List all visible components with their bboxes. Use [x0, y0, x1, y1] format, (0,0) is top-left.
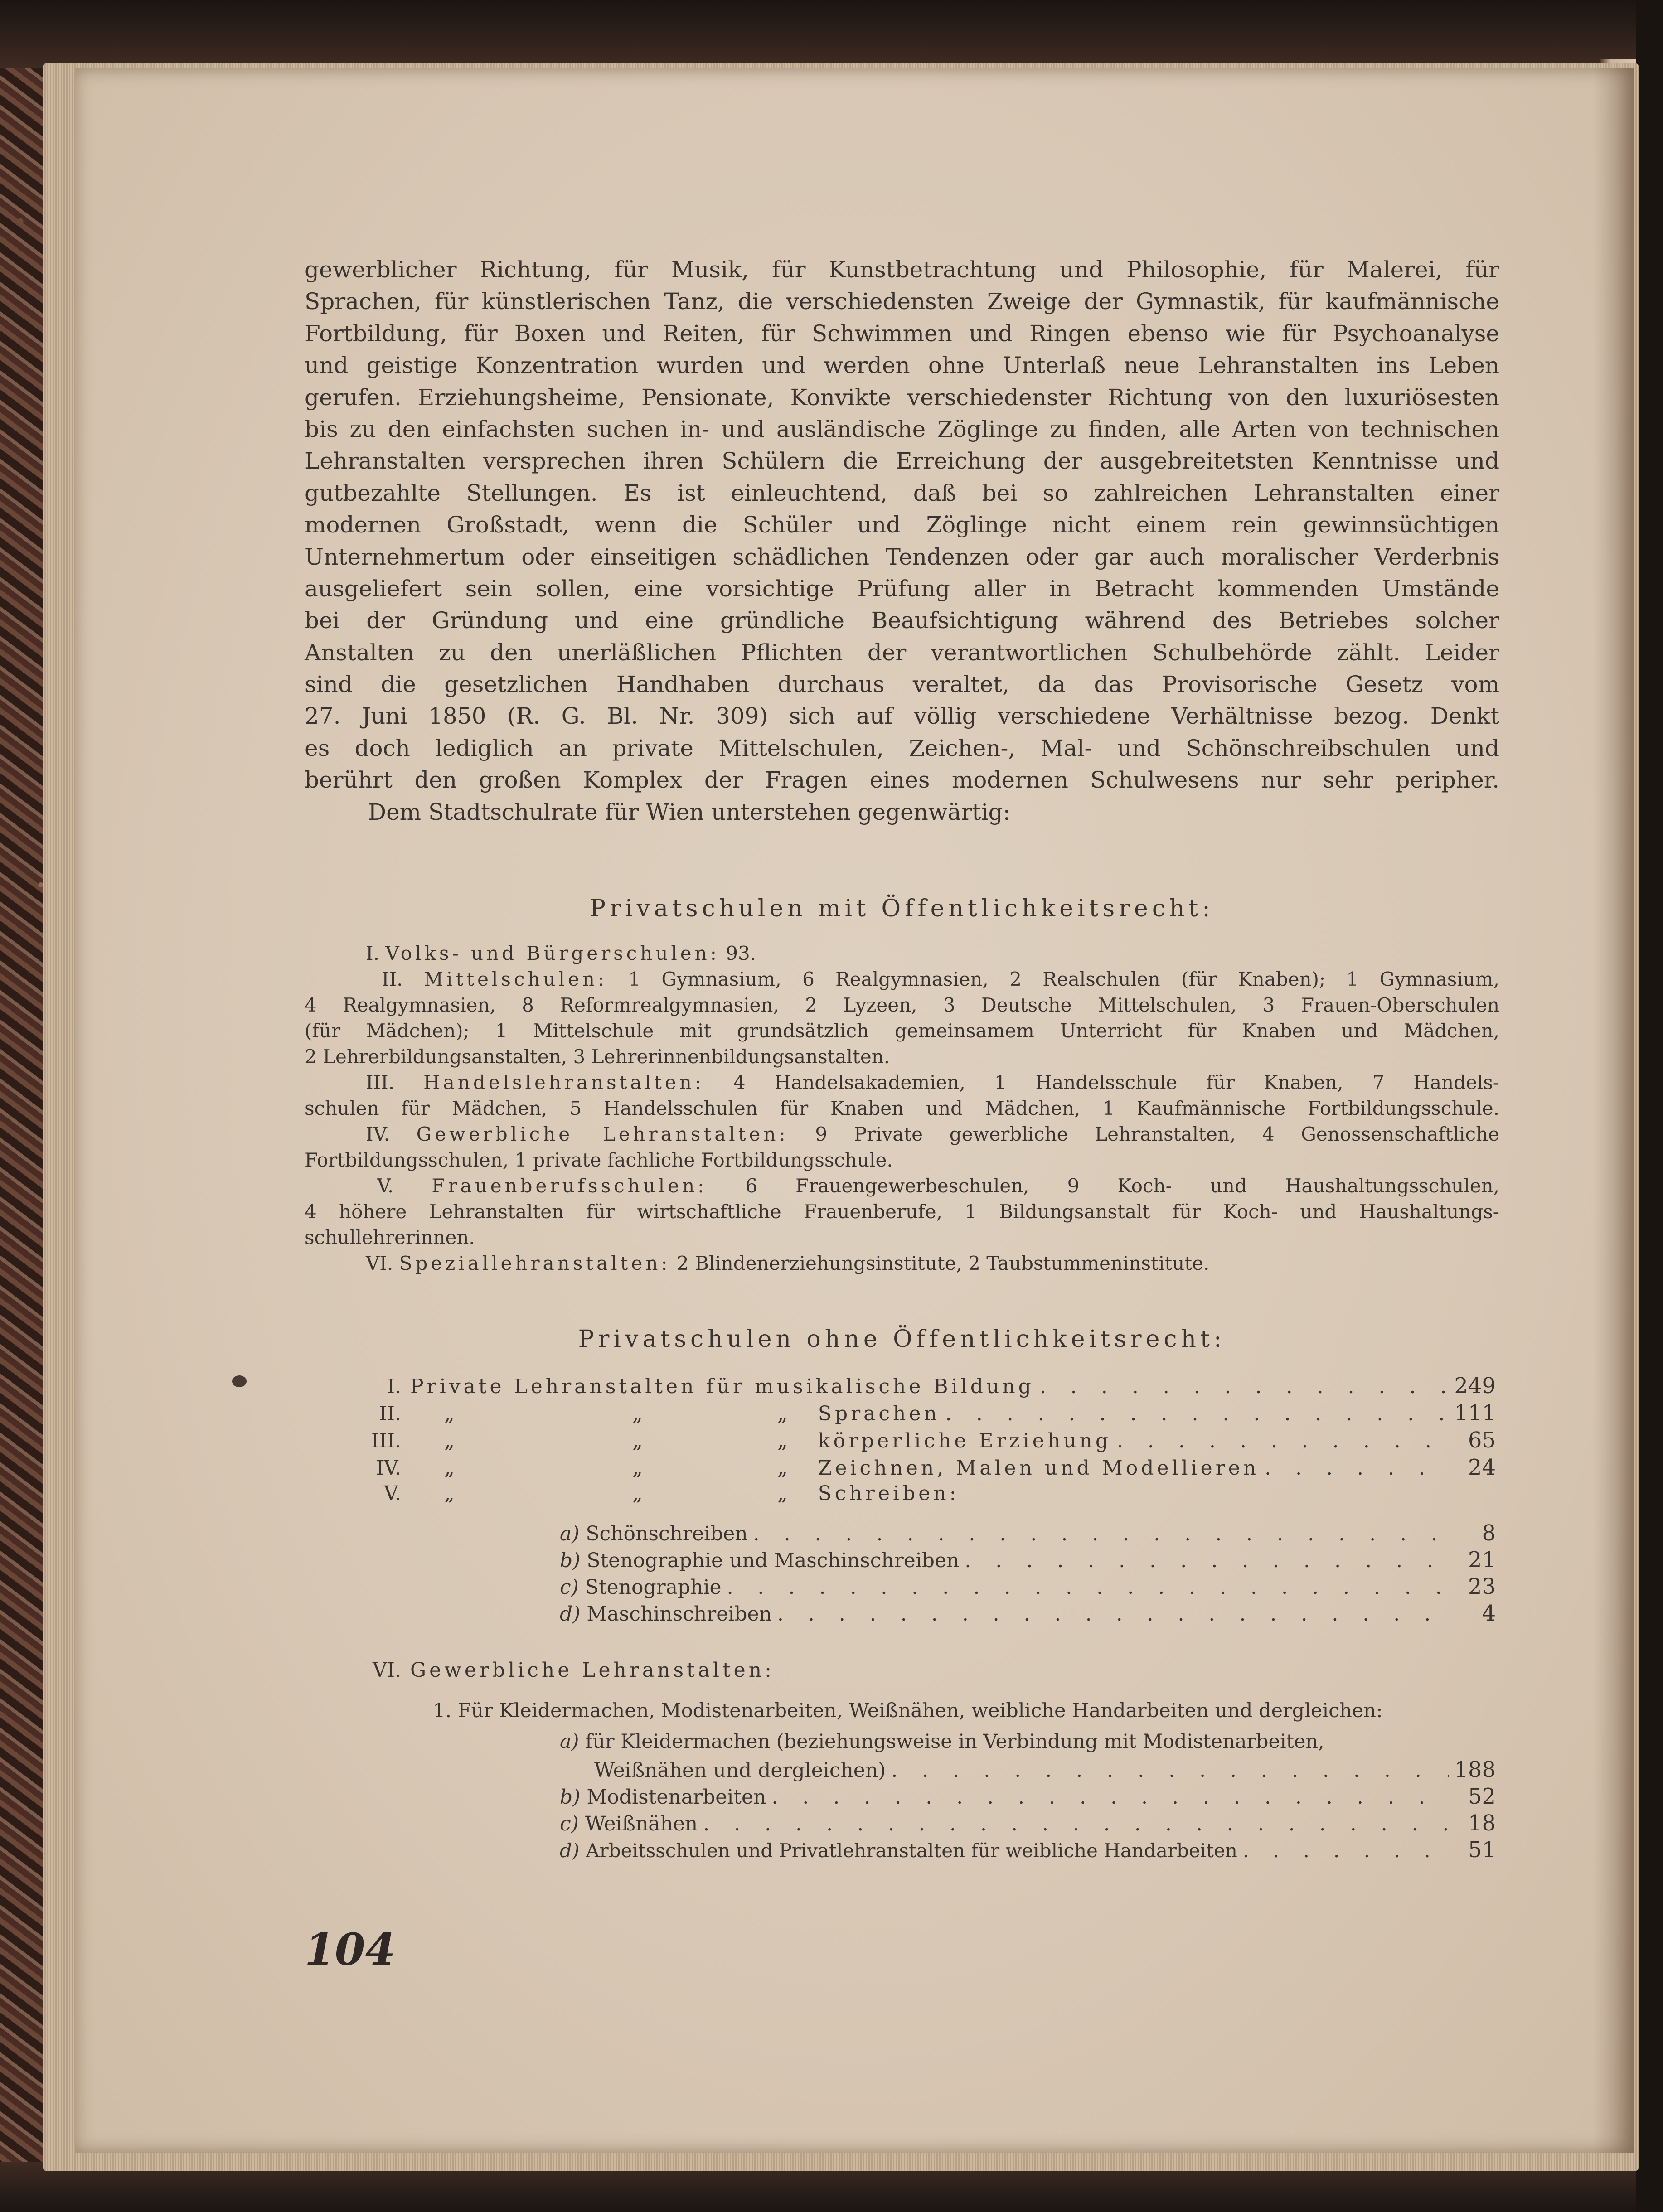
ditto-mark: „	[444, 1457, 458, 1480]
sub-label: für Kleidermachen (beziehungsweise in Verbindung mit Modistenarbeiten,	[585, 1730, 1324, 1753]
sub-row	[560, 1520, 1496, 1546]
sub-row	[560, 1784, 1496, 1809]
ditto-mark: „	[632, 1402, 646, 1425]
list-row	[365, 1455, 1496, 1480]
list-item	[305, 1173, 1499, 1199]
sub-label: Modistenarbeiten	[587, 1786, 766, 1809]
dot-leader	[703, 1812, 1450, 1835]
ditto-mark: „	[777, 1402, 791, 1425]
item-text: 4 höhere Lehranstalten für wirtschaftliche Frauenberufe, 1 Bildungsanstalt für Koch- und Haushaltungs-	[305, 1200, 1499, 1223]
text-line: gutbezahlte Stellungen. Es ist einleuchtend, daß bei so zahlreichen Lehranstalten einer	[305, 479, 1499, 506]
list-item	[305, 1250, 1499, 1276]
sub-letter: a)	[560, 1522, 580, 1545]
ditto-mark: „	[632, 1457, 646, 1480]
section-heading-public: Privatschulen mit Öffentlichkeitsrecht:	[590, 895, 1214, 922]
text-line: Sprachen, für künstlerischen Tanz, die verschiedensten Zweige der Gymnastik, für kaufmännische	[305, 288, 1499, 315]
row-count: 24	[1468, 1455, 1496, 1480]
list-row	[365, 1428, 1496, 1453]
item-title: Speziallehranstalten:	[399, 1252, 671, 1274]
intro-paragraph	[305, 254, 1499, 828]
text-line: bei der Gründung und eine gründliche Beaufsichtigung während des Betriebes solcher	[305, 607, 1499, 634]
sub-row	[560, 1837, 1496, 1863]
sub-label: Arbeitsschulen und Privatlehranstalten für weibliche Handarbeiten	[586, 1839, 1237, 1862]
dot-leader	[753, 1522, 1450, 1545]
ditto-mark: „	[777, 1457, 791, 1480]
sub-row	[560, 1547, 1496, 1573]
item-number: IV.	[366, 1123, 390, 1145]
text-line: bis zu den einfachsten suchen in- und ausländische Zöglinge zu finden, alle Arten von technischen	[305, 416, 1499, 442]
sub-row	[560, 1757, 1496, 1782]
dot-leader	[1117, 1429, 1450, 1452]
dot-leader	[891, 1759, 1449, 1782]
row-label: Schreiben:	[818, 1482, 960, 1505]
sub-count: 18	[1468, 1810, 1496, 1836]
row-count: 249	[1454, 1373, 1496, 1399]
dot-leader	[1040, 1375, 1449, 1398]
sub-count: 23	[1468, 1574, 1496, 1599]
text-line: Anstalten zu den unerläßlichen Pflichten der verantwortlichen Schulbehörde zählt. Leider	[305, 639, 1499, 666]
dot-leader	[965, 1549, 1450, 1572]
item-text: 2 Blindenerziehungsinstitute, 2 Taubstummeninstitute.	[676, 1252, 1210, 1274]
row-prefix: Private Lehranstalten für	[410, 1375, 746, 1398]
dot-leader	[777, 1602, 1450, 1626]
gutter-shadow	[1593, 68, 1634, 2153]
row-number: II.	[379, 1402, 401, 1425]
list-row	[365, 1373, 1496, 1399]
dot-leader	[727, 1576, 1450, 1599]
list-item	[305, 1070, 1499, 1095]
list-row	[365, 1400, 1496, 1426]
row-label: körperliche Erziehung	[818, 1429, 1111, 1452]
ditto-mark: „	[632, 1429, 646, 1452]
item-text: Fortbildungsschulen, 1 private fachliche Fortbildungsschule.	[305, 1149, 893, 1171]
sub-letter: b)	[560, 1549, 581, 1572]
sub-label: Stenographie	[585, 1576, 722, 1599]
sub-row	[560, 1574, 1496, 1599]
item-number: VI.	[366, 1252, 393, 1274]
sub-letter: d)	[560, 1839, 580, 1862]
trade-title: Gewerbliche Lehranstalten:	[410, 1659, 775, 1682]
ink-spot	[232, 1375, 247, 1387]
list-item	[305, 940, 1499, 966]
closing-line: Dem Stadtschulrate für Wien unterstehen gegenwärtig:	[368, 799, 1011, 825]
dot-leader	[1243, 1839, 1450, 1862]
item-number: V.	[377, 1175, 394, 1197]
row-label: Zeichnen, Malen und Modellieren	[818, 1457, 1260, 1480]
text-line: 27. Juni 1850 (R. G. Bl. Nr. 309) sich auf völlig verschiedene Verhältnisse bezog. Denkt	[305, 703, 1499, 730]
item-text: (für Mädchen); 1 Mittelschule mit grundsätzlich gemeinsamem Unterricht für Knaben und Mädchen,	[305, 1020, 1499, 1042]
sub-count: 52	[1468, 1784, 1496, 1809]
sub-letter: c)	[560, 1812, 579, 1835]
item-text: 4 Realgymnasien, 8 Reformrealgymnasien, 2 Lyzeen, 3 Deutsche Mittelschulen, 3 Frauen-Oberschulen	[305, 994, 1499, 1016]
item-title: Frauenberufsschulen:	[432, 1175, 708, 1197]
dot-leader	[1265, 1457, 1450, 1480]
cover-top-edge	[0, 0, 1663, 68]
ditto-mark: „	[444, 1482, 458, 1505]
sub-label: Schönschreiben	[586, 1522, 748, 1545]
row-count: 65	[1468, 1428, 1496, 1453]
public-schools-list	[305, 940, 1499, 1276]
sub-letter: c)	[560, 1576, 579, 1599]
ditto-mark: „	[444, 1402, 458, 1425]
sub-row	[560, 1730, 1496, 1753]
sub-row	[560, 1601, 1496, 1626]
item-number: I.	[366, 942, 379, 964]
row-label: musikalische Bildung	[754, 1375, 1034, 1398]
item-title: Gewerbliche Lehranstalten:	[416, 1123, 789, 1145]
sub-letter: b)	[560, 1786, 581, 1809]
row-count: 111	[1454, 1400, 1496, 1426]
sub-count: 8	[1482, 1520, 1496, 1546]
item-text: 9 Private gewerbliche Lehranstalten, 4 Genossenschaftliche	[815, 1123, 1499, 1145]
trade-heading	[365, 1659, 1496, 1682]
text-line: Fortbildung, für Boxen und Reiten, für Schwimmen und Ringen ebenso wie für Psychoanalyse	[305, 320, 1499, 347]
item-text: 1 Gymnasium, 6 Realgymnasien, 2 Realschulen (für Knaben); 1 Gymnasium,	[628, 968, 1499, 990]
list-row	[365, 1482, 1496, 1505]
item-title: Volks- und Bürgerschulen:	[385, 942, 720, 964]
row-number: VI.	[372, 1659, 401, 1682]
sub-count: 51	[1468, 1837, 1496, 1863]
text-line: ausgeliefert sein sollen, eine vorsichtige Prüfung aller in Betracht kommenden Umstände	[305, 575, 1499, 602]
list-item	[305, 966, 1499, 992]
item-text: schulen für Mädchen, 5 Handelsschulen für Knaben und Mädchen, 1 Kaufmännische Fortbildungsschule.	[305, 1097, 1499, 1119]
sub-count: 21	[1468, 1547, 1496, 1573]
text-line: Lehranstalten versprechen ihren Schülern die Erreichung der ausgebreitetsten Kenntnisse und	[305, 448, 1499, 474]
ditto-mark: „	[777, 1482, 791, 1505]
row-label: Sprachen	[818, 1402, 940, 1425]
sub-label: Stenographie und Maschinschreiben	[587, 1549, 960, 1572]
sub-letter: d)	[560, 1602, 581, 1626]
item-title: Mittelschulen:	[423, 968, 608, 990]
ditto-mark: „	[632, 1482, 646, 1505]
row-number: I.	[387, 1375, 401, 1398]
text-line: es doch lediglich an private Mittelschulen, Zeichen-, Mal- und Schönschreibschulen und	[305, 735, 1499, 761]
row-number: V.	[383, 1482, 401, 1505]
sub-row	[560, 1810, 1496, 1836]
trade-subheading	[433, 1699, 1496, 1722]
sub-letter: a)	[560, 1730, 579, 1753]
item-text: schullehrerinnen.	[305, 1226, 475, 1249]
sub-count: 4	[1482, 1601, 1496, 1626]
row-number: IV.	[376, 1457, 401, 1480]
ditto-mark: „	[777, 1429, 791, 1452]
item-text: 6 Frauengewerbeschulen, 9 Koch- und Haushaltungsschulen,	[745, 1175, 1499, 1197]
page-number: 104	[305, 1924, 396, 1975]
text-line: berührt den großen Komplex der Fragen eines modernen Schulwesens nur sehr peripher.	[305, 767, 1499, 794]
dot-leader	[771, 1786, 1450, 1809]
item-title: Handelslehranstalten:	[423, 1071, 704, 1094]
dot-leader	[945, 1402, 1449, 1425]
item-number: II.	[382, 968, 403, 990]
text-line: sind die gesetzlichen Handhaben durchaus veraltet, da das Provisorische Gesetz vom	[305, 671, 1499, 698]
item-text: 4 Handelsakademien, 1 Handelsschule für Knaben, 7 Handels-	[733, 1071, 1499, 1094]
sub-label: Weißnähen und dergleichen)	[594, 1759, 886, 1782]
scan-border	[1636, 0, 1663, 2212]
item-number: III.	[366, 1071, 395, 1094]
text-line: und geistige Konzentration wurden und werden ohne Unterlaß neue Lehranstalten ins Leben	[305, 352, 1499, 379]
section-heading-private: Privatschulen ohne Öffentlichkeitsrecht:	[578, 1326, 1226, 1353]
ditto-mark: „	[444, 1429, 458, 1452]
item-text: 2 Lehrerbildungsanstalten, 3 Lehrerinnenbildungsanstalten.	[305, 1045, 890, 1068]
text-line: gewerblicher Richtung, für Musik, für Kunstbetrachtung und Philosophie, für Malerei, für	[305, 257, 1499, 283]
item-text: 93.	[726, 942, 756, 964]
text-line: gerufen. Erziehungsheime, Pensionate, Konvikte verschiedenster Richtung von den luxuriösesten	[305, 384, 1499, 411]
row-number: III.	[371, 1429, 401, 1452]
trade-subheading-text: 1. Für Kleidermachen, Modistenarbeiten, Weißnähen, weibliche Handarbeiten und dergleichen:	[433, 1699, 1383, 1722]
list-item	[305, 1121, 1499, 1147]
sub-label: Weißnähen	[585, 1812, 698, 1835]
sub-label: Maschinschreiben	[587, 1602, 772, 1626]
sub-count: 188	[1454, 1757, 1496, 1782]
text-line: modernen Großstadt, wenn die Schüler und Zöglinge nicht einem rein gewinnsüchtigen	[305, 512, 1499, 538]
text-line: Unternehmertum oder einseitigen schädlichen Tendenzen oder gar auch moralischer Verderbnis	[305, 543, 1499, 570]
